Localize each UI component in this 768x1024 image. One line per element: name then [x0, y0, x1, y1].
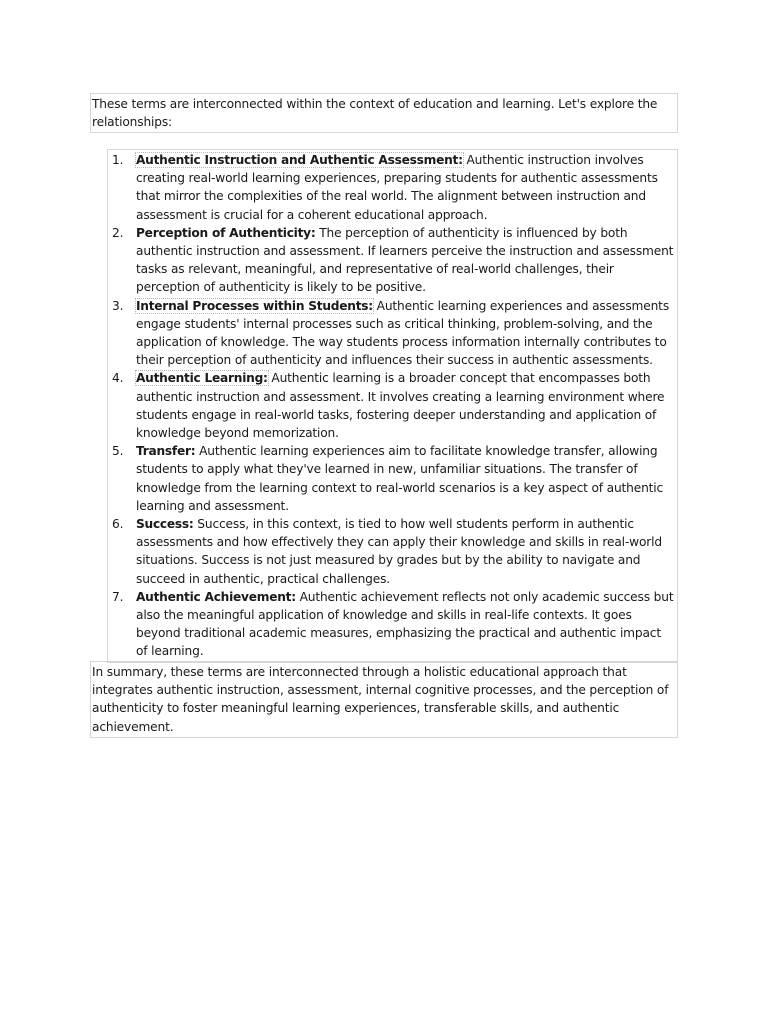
- intro-text: These terms are interconnected within the context of education and learning. Let's explore the relationships:: [92, 97, 658, 130]
- relationships-list: [108, 151, 677, 661]
- list-item-1: [108, 151, 677, 224]
- list-item-number: 1.: [112, 153, 124, 167]
- list-item-text: The perception of authenticity is influenced by both authentic instruction and assessment. If learners perceive the instruction and assessment tasks as relevant, meaningful, and representative of real-world challenges, their perception of authenticity is likely to be positive.: [136, 225, 674, 295]
- relationships-list-box: [107, 149, 678, 663]
- list-item-text: Authentic learning is a broader concept that encompasses both authentic instruction and assessment. It involves creating a learning environment where students engage in real-world tasks, fostering deeper understanding and application of knowledge beyond memorization.: [136, 371, 665, 441]
- list-item-term: Success:: [136, 517, 194, 532]
- list-item-term: Internal Processes within Students:: [136, 298, 373, 313]
- list-item-3: [108, 297, 677, 370]
- list-item-text: Authentic achievement reflects not only academic success but also the meaningful application of knowledge and skills in real-life contexts. It goes beyond traditional academic measures, emphasizing the practical and authentic impact of learning.: [136, 589, 674, 659]
- list-item-text: Authentic learning experiences and assessments engage students' internal processes such as critical thinking, problem-solving, and the application of knowledge. The way students process information internally contributes to their perception of authenticity and influences their success in authentic assessments.: [136, 298, 670, 368]
- list-item-7: [108, 588, 677, 661]
- list-item-2: [108, 224, 677, 297]
- list-item-number: 5.: [112, 444, 124, 459]
- list-item-term: Perception of Authenticity:: [136, 225, 316, 240]
- intro-paragraph: [90, 93, 678, 133]
- list-item-number: 3.: [112, 298, 124, 313]
- summary-paragraph: [90, 661, 678, 738]
- summary-text: In summary, these terms are interconnected through a holistic educational approach that integrates authentic instruction, assessment, internal cognitive processes, and the perception of authenticity to foster meaningful learning experiences, transferable skills, and authentic achievement.: [92, 665, 669, 734]
- list-item-number: 4.: [112, 371, 124, 386]
- list-item-number: 6.: [112, 517, 124, 532]
- list-item-number: 2.: [112, 225, 124, 240]
- list-item-text: Success, in this context, is tied to how well students perform in authentic assessments and how effectively they can apply their knowledge and skills in real-world situations. Success is not just measured by grades but by the ability to navigate and succeed in authentic, practical challenges.: [136, 517, 662, 586]
- list-item-term: Authentic Achievement:: [136, 589, 296, 604]
- list-item-term: Authentic Instruction and Authentic Assessment:: [136, 153, 463, 167]
- list-item-6: [108, 515, 677, 588]
- list-item-term: Authentic Learning:: [136, 371, 268, 386]
- list-item-term: Transfer:: [136, 444, 196, 459]
- list-item-text: Authentic instruction involves creating real-world learning experiences, preparing students for authentic assessments that mirror the complexities of the real world. The alignment between instruction and assessment is crucial for a coherent educational approach.: [136, 153, 658, 222]
- list-item-number: 7.: [112, 589, 124, 604]
- list-item-text: Authentic learning experiences aim to facilitate knowledge transfer, allowing students to apply what they've learned in new, unfamiliar situations. The transfer of knowledge from the learning context to real-world scenarios is a key aspect of authentic learning and assessment.: [136, 444, 664, 513]
- list-item-4: [108, 369, 677, 442]
- list-item-5: [108, 442, 677, 515]
